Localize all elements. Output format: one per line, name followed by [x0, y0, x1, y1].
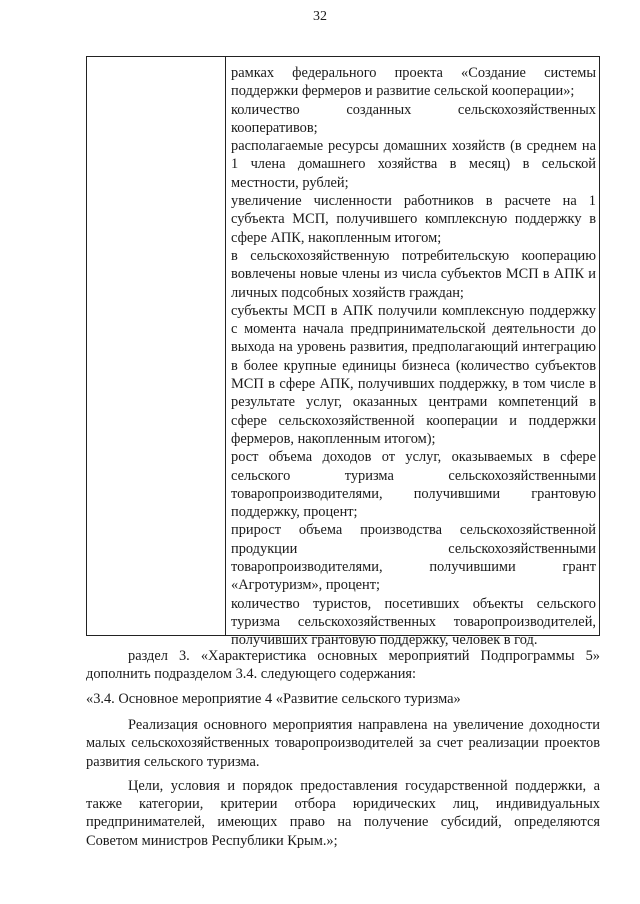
table-item: увеличение численности работников в расчете на 1 субъекта МСП, получившего комплексную поддержку в сфере АПК, накопленным итогом;: [231, 193, 596, 246]
table-item: в сельскохозяйственную потребительскую кооперацию вовлечены новые члены из числа субъектов МСП в АПК и личных подсобных хозяйств граждан;: [231, 247, 596, 301]
table-item: прирост объема производства сельскохозяйственной продукции сельскохозяйственными товаропроизводителями, получившими грант «Агротуризм», процент;: [231, 522, 596, 594]
table-item: рамках федерального проекта «Создание системы поддержки фермеров и развитие сельской кооперации»;: [231, 65, 596, 100]
table-right-cell: [231, 64, 596, 650]
subsection-heading: «3.4. Основное мероприятие 4 «Развитие сельского туризма»: [86, 691, 461, 707]
table-item: рост объема доходов от услуг, оказываемых в сфере сельского туризма сельскохозяйственными товаропроизводителями, получившими грантовую поддержку, процент;: [231, 449, 596, 521]
body-paragraph: Цели, условия и порядок предоставления государственной поддержки, а также категории, критерии отбора юридических лиц, индивидуальных предпринимателей, имеющих право на получение субсидий, определяются Советом министров Республики Крым.»;: [86, 777, 600, 849]
body-paragraph: Реализация основного мероприятия направлена на увеличение доходности малых сельскохозяйственных товаропроизводителей за счет реализации проектов развития сельского туризма.: [86, 717, 600, 770]
page-number: 32: [313, 9, 327, 24]
subsection-heading-block: [86, 690, 600, 708]
section-paragraph-block: [86, 647, 600, 684]
table-item: количество созданных сельскохозяйственных кооперативов;: [231, 101, 596, 136]
indicators-table: [86, 56, 600, 649]
table-item: располагаемые ресурсы домашних хозяйств (в среднем на 1 члена домашнего хозяйства в месяц) в сельской местности, рублей;: [231, 138, 596, 191]
table-column-divider: [225, 57, 226, 635]
table-item: количество туристов, посетивших объекты сельского туризма сельскохозяйственных товаропроизводителей, получивших грантовую поддержку, человек в год.: [231, 595, 596, 649]
body-paragraphs: [86, 716, 600, 850]
table-item: субъекты МСП в АПК получили комплексную поддержку с момента начала предпринимательской деятельности до выхода на уровень развития, предполагающий интеграцию в более крупные единицы бизнеса (количество субъектов МСП в сфере АПК, получивших поддержку, в том числе в результате услуг, оказанных центрами компетенций в сфере сельскохозяйственной кооперации и поддержки фермеров, накопленным итогом);: [231, 302, 596, 447]
section-paragraph: раздел 3. «Характеристика основных мероприятий Подпрограммы 5» дополнить подразделом 3.4. следующего содержания:: [86, 648, 600, 683]
